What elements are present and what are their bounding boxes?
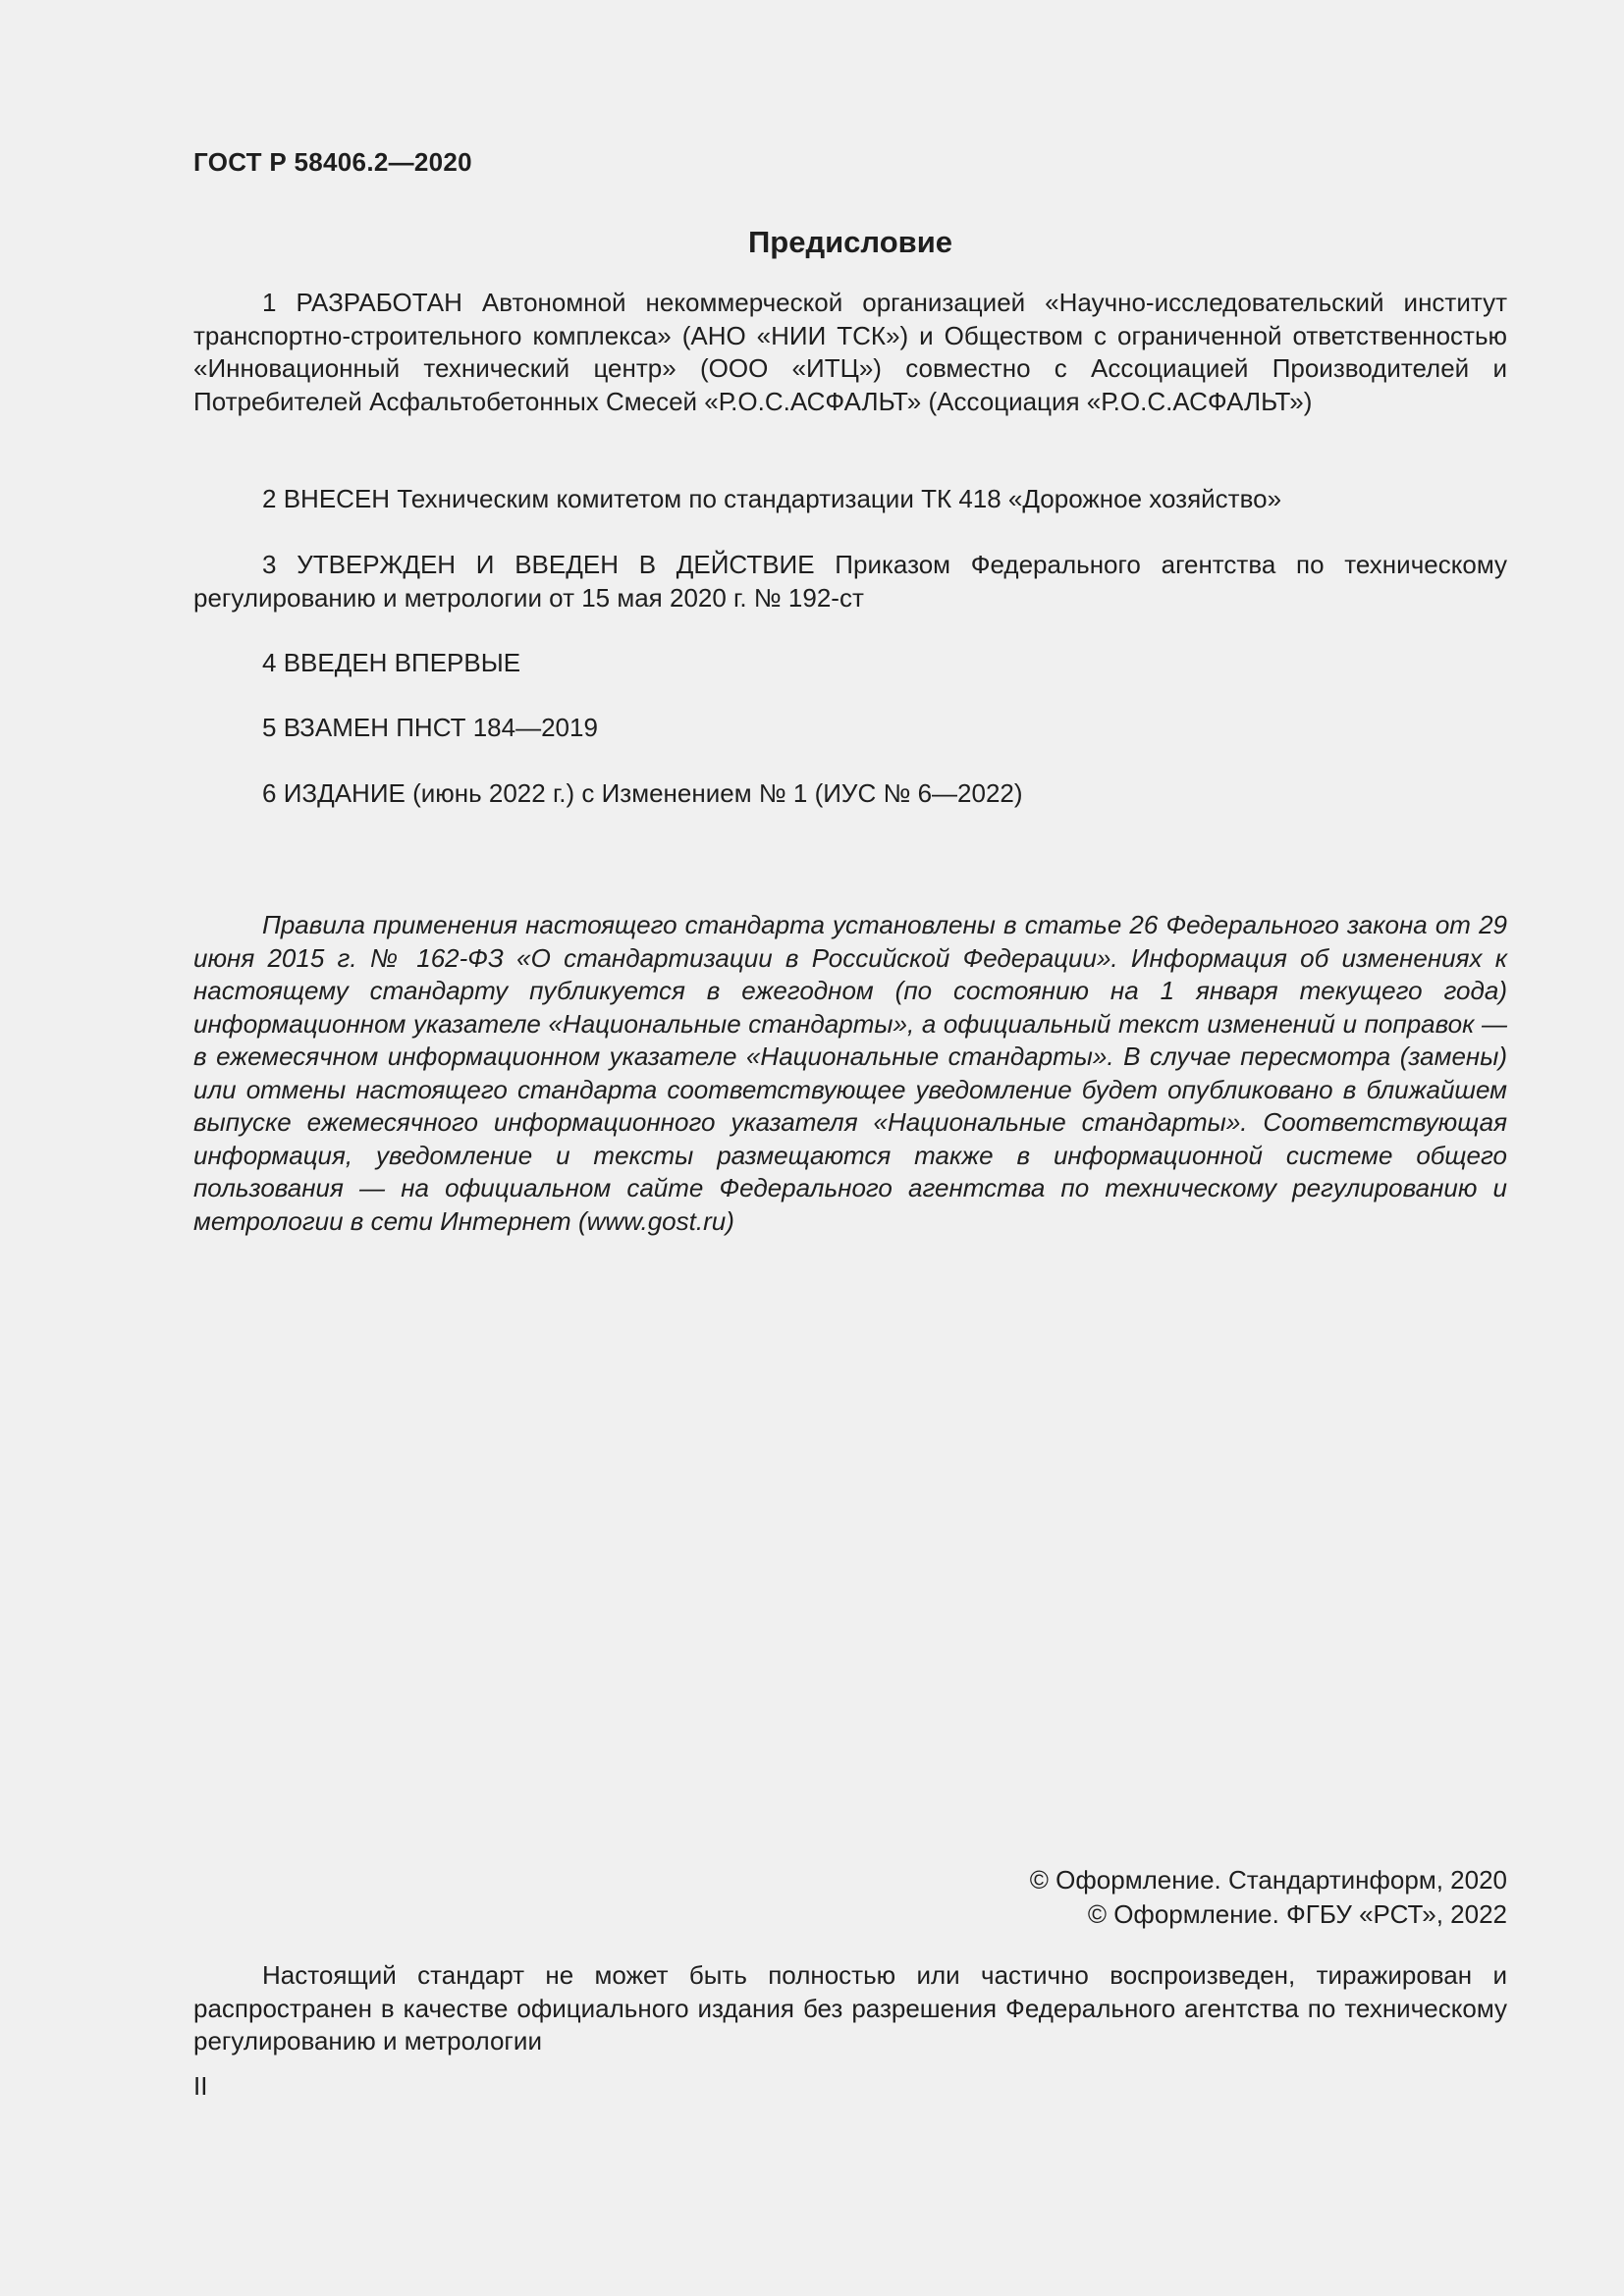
copyright-line-1: © Оформление. Стандартинформ, 2020 [1029,1865,1507,1895]
preface-item-number: 2 [262,484,277,513]
copyright-line-2: © Оформление. ФГБУ «РСТ», 2022 [1087,1899,1507,1929]
preface-item-number: 5 [262,713,277,742]
document-page [193,0,1507,2296]
standards-application-note: Правила применения настоящего стандарта установлены в статье 26 Федерального закона от 29 июня 2015 г. № 162-ФЗ «О стандартизации в Российской Федерации». Информация об изменениях к настоящему стандарту публикуется в ежегодном (по состоянию на 1 января текущего года) информационном указателе «Национальные стандарты», а официальный текст изменений и поправок — в ежемесячном информационном указателе «Национальные стандарты». В случае пересмотра (замены) или отмены настоящего стандарта соответствующее уведомление будет опубликовано в ближайшем выпуске ежемесячного информационного указателя «Национальные стандарты». Соответствующая информация, уведомление и тексты размещаются также в информационной системе общего пользования — на официальном сайте Федерального агентства по техническому регулированию и метрологии в сети Интернет (www.gost.ru) [193,910,1507,1236]
preface-heading: Предисловие [747,225,952,259]
preface-item-number: 6 [262,778,277,808]
preface-item-number: 3 [262,550,277,579]
preface-item-3 [193,549,1507,614]
preface-item-1 [193,287,1507,418]
preface-item-text: РАЗРАБОТАН Автономной некоммерческой организацией «Научно-исследовательский институт транспортно-строительного комплекса» (АНО «НИИ ТСК») и Обществом с ограниченной ответственностью «Инновационный технический центр» (ООО «ИТЦ») совместно с Ассоциацией Производителей и Потребителей Асфальтобетонных Смесей «Р.О.С.АСФАЛЬТ» (Ассоциация «Р.О.С.АСФАЛЬТ») [193,288,1507,416]
preface-item-number: 1 [262,288,277,317]
preface-item-2 [193,483,1507,516]
reproduction-notice: Настоящий стандарт не может быть полностью или частично воспроизведен, тиражирован и распространен в качестве официального издания без разрешения Федерального агентства по техническому регулированию и метрологии [193,1960,1507,2056]
preface-item-text: ВНЕСЕН Техническим комитетом по стандартизации ТК 418 «Дорожное хозяйство» [283,484,1282,513]
preface-item-text: ВЗАМЕН ПНСТ 184—2019 [283,713,598,742]
preface-item-text: ИЗДАНИЕ (июнь 2022 г.) с Изменением № 1 (ИУС № 6—2022) [283,778,1023,808]
preface-item-text: ВВЕДЕН ВПЕРВЫЕ [283,648,521,677]
preface-item-4 [193,647,1507,680]
preface-item-number: 4 [262,648,277,677]
document-code-header: ГОСТ Р 58406.2—2020 [193,147,472,177]
preface-item-5 [193,712,1507,745]
page-number: II [193,2071,208,2101]
preface-item-text: УТВЕРЖДЕН И ВВЕДЕН В ДЕЙСТВИЕ Приказом Федерального агентства по техническому регулированию и метрологии от 15 мая 2020 г. № 192-ст [193,550,1507,613]
preface-item-6 [193,777,1507,811]
